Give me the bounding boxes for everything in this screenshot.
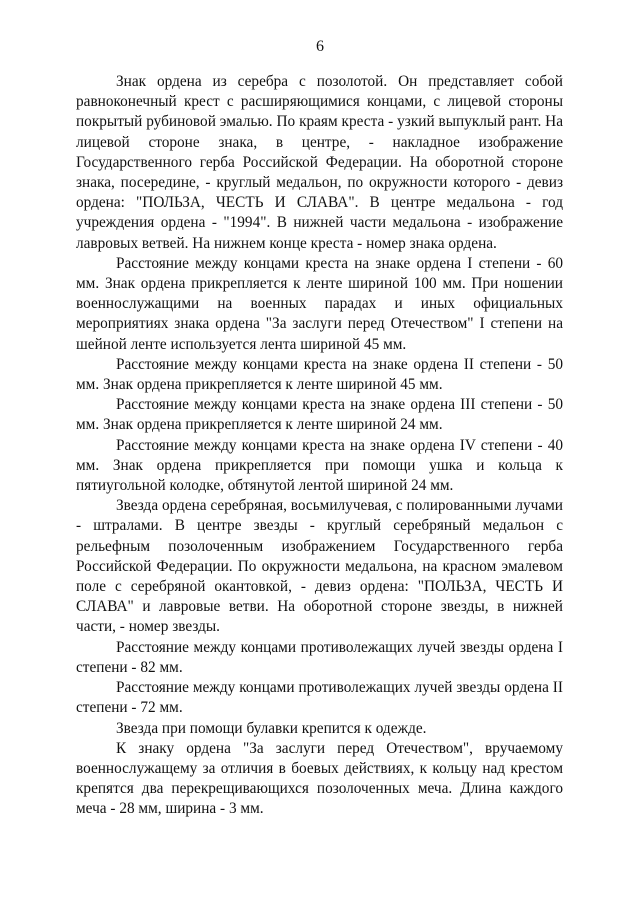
document-body (76, 72, 563, 820)
page-number: 6 (316, 38, 324, 55)
paragraph-degree-4-cross: Расстояние между концами креста на знаке ордена IV степени - 40 мм. Знак ордена прикрепляется при помощи ушка и кольца к пятиугольной колодке, обтянутой лентой шириной 24 мм. (76, 436, 563, 495)
paragraph-degree-3-cross: Расстояние между концами креста на знаке ордена III степени - 50 мм. Знак ордена прикрепляется к ленте шириной 24 мм. (76, 396, 563, 434)
paragraph-star-attachment: Звезда при помощи булавки крепится к одежде. (116, 719, 427, 737)
paragraph-star-degree-2: Расстояние между концами противолежащих лучей звезды ордена II степени - 72 мм. (76, 679, 563, 717)
paragraph-star-degree-1: Расстояние между концами противолежащих лучей звезды ордена I степени - 82 мм. (76, 638, 563, 676)
paragraph-star-description: Звезда ордена серебряная, восьмилучевая, с полированными лучами - штралами. В центре звезды - круглый серебряный медальон с рельефным позолоченным изображением Государственного герба Российской Федерации. По окружности медальона, на красном эмалевом поле с серебряной окантовкой, - девиз ордена: "ПОЛЬЗА, ЧЕСТЬ И СЛАВА" и лавровые ветви. На оборотной стороне звезды, в нижней части, - номер звезды. (76, 497, 563, 636)
paragraph-degree-2-cross: Расстояние между концами креста на знаке ордена II степени - 50 мм. Знак ордена прикрепляется к ленте шириной 45 мм. (76, 355, 563, 394)
paragraph-badge-description: Знак ордена из серебра с позолотой. Он представляет собой равноконечный крест с расширяющимися концами, с лицевой стороны покрытый рубиновой эмалью. По краям креста - узкий выпуклый рант. На лицевой стороне знака, в центре, - накладное изображение Государственного герба Российской Федерации. На оборотной стороне знака, посередине, - круглый медальон, по окружности которого - девиз ордена: "ПОЛЬЗА, ЧЕСТЬ И СЛАВА". В центре медальона - год учреждения ордена - "1994". В нижней части медальона - изображение лавровых ветвей. На нижнем конце креста - номер знака ордена. (76, 73, 563, 252)
paragraph-degree-1-cross: Расстояние между концами креста на знаке ордена I степени - 60 мм. Знак ордена прикрепляется к ленте шириной 100 мм. При ношении военнослужащими на военных парадах и иных официальных мероприятиях знака ордена "За заслуги перед Отечеством" I степени на шейной ленте используется лента шириной 45 мм. (76, 254, 563, 353)
paragraph-swords: К знаку ордена "За заслуги перед Отечеством", вручаемому военнослужащему за отличия в боевых действиях, к кольцу над крестом крепятся два перекрещивающихся позолоченных меча. Длина каждого меча - 28 мм, ширина - 3 мм. (76, 739, 563, 818)
